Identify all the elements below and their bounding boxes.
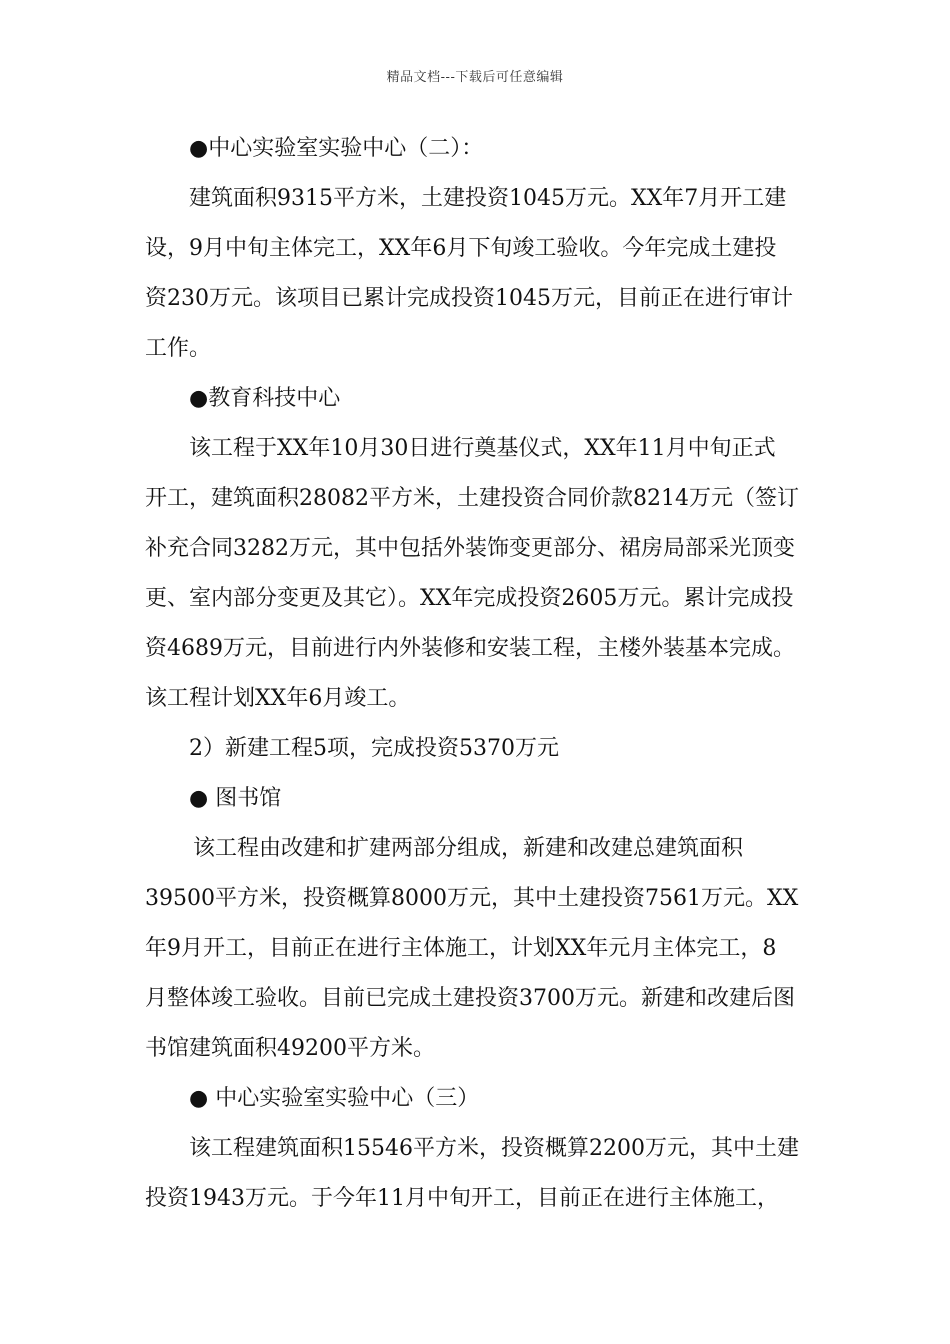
paragraph-line: 月整体竣工验收。目前已完成土建投资3700万元。新建和改建后图 bbox=[145, 986, 795, 1011]
paragraph-line: 年9月开工，目前正在进行主体施工，计划XX年元月主体完工，8 bbox=[145, 936, 777, 961]
paragraph-line: 该工程计划XX年6月竣工。 bbox=[145, 686, 411, 711]
paragraph-line: 资4689万元，目前进行内外装修和安装工程，主楼外装基本完成。 bbox=[145, 636, 795, 661]
section-heading: ●中心实验室实验中心（二）： bbox=[189, 136, 484, 161]
paragraph-line: 工作。 bbox=[145, 336, 212, 361]
paragraph-line: 该工程于XX年10月30日进行奠基仪式，XX年11月中旬正式 bbox=[189, 436, 776, 461]
paragraph-line: 开工，建筑面积28082平方米，土建投资合同价款8214万元（签订 bbox=[145, 486, 799, 511]
paragraph-line: 书馆建筑面积49200平方米。 bbox=[145, 1036, 435, 1061]
page-header: 精品文档---下载后可任意编辑 bbox=[386, 70, 564, 85]
section-heading: ● 图书馆 bbox=[189, 786, 282, 811]
paragraph-line: 设，9月中旬主体完工，XX年6月下旬竣工验收。今年完成土建投 bbox=[145, 236, 777, 261]
paragraph-line: 建筑面积9315平方米，土建投资1045万元。XX年7月开工建 bbox=[189, 186, 787, 211]
paragraph-line: 39500平方米，投资概算8000万元，其中土建投资7561万元。XX bbox=[145, 886, 799, 911]
paragraph-line: 该工程建筑面积15546平方米，投资概算2200万元，其中土建 bbox=[189, 1136, 799, 1161]
section-heading: 2）新建工程5项，完成投资5370万元 bbox=[189, 736, 559, 761]
document-body bbox=[145, 124, 809, 1224]
paragraph-line: 更、室内部分变更及其它）。XX年完成投资2605万元。累计完成投 bbox=[145, 586, 794, 611]
section-heading: ●教育科技中心 bbox=[189, 386, 341, 411]
paragraph-line: 资230万元。该项目已累计完成投资1045万元，目前正在进行审计 bbox=[145, 286, 793, 311]
paragraph-line: 补充合同3282万元，其中包括外装饰变更部分、裙房局部采光顶变 bbox=[145, 536, 795, 561]
paragraph-line: 投资1943万元。于今年11月中旬开工，目前正在进行主体施工， bbox=[145, 1186, 779, 1211]
section-heading: ● 中心实验室实验中心（三） bbox=[189, 1086, 480, 1111]
paragraph-line: 该工程由改建和扩建两部分组成，新建和改建总建筑面积 bbox=[193, 836, 744, 861]
